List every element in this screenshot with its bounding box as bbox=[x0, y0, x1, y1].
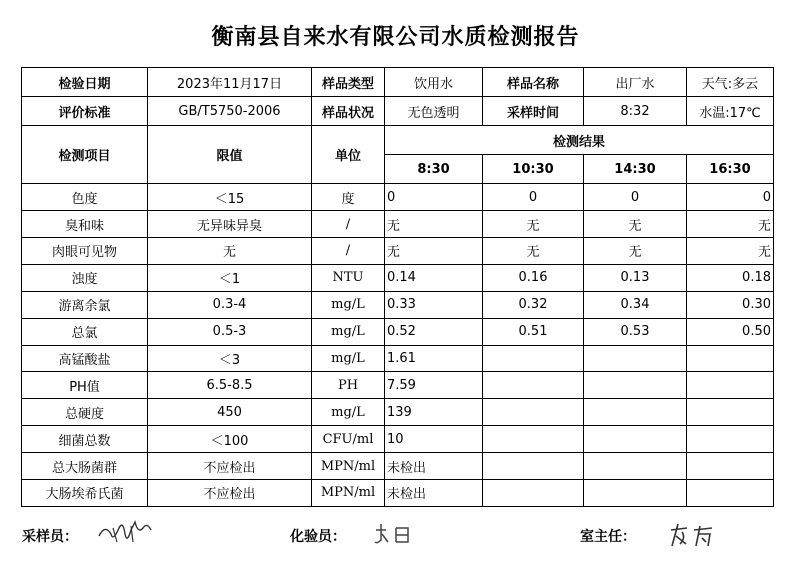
result-value bbox=[687, 426, 774, 453]
unit-value: MPN/ml bbox=[312, 453, 385, 480]
director-signature bbox=[668, 520, 718, 554]
result-value bbox=[687, 479, 774, 506]
limit-value: 0.3-4 bbox=[148, 291, 312, 318]
result-value: 无 bbox=[385, 211, 483, 238]
unit-value: 度 bbox=[312, 184, 385, 211]
result-value bbox=[584, 399, 687, 426]
measurement-row bbox=[22, 426, 774, 453]
result-value: 无 bbox=[584, 237, 687, 264]
result-value bbox=[584, 345, 687, 372]
report-title: 衡南县自来水有限公司水质检测报告 bbox=[211, 25, 580, 50]
result-value: 0 bbox=[584, 184, 687, 211]
sampling-time-value: 8:32 bbox=[584, 97, 687, 126]
result-value: 0.51 bbox=[483, 318, 584, 345]
limit-value: ＜15 bbox=[148, 184, 312, 211]
result-value bbox=[483, 399, 584, 426]
item-name: PH值 bbox=[22, 372, 148, 399]
sample-name-label: 样品名称 bbox=[483, 68, 584, 97]
result-value: 0.18 bbox=[687, 264, 774, 291]
sample-status-label: 样品状况 bbox=[312, 97, 385, 126]
item-name: 总氯 bbox=[22, 318, 148, 345]
result-value: 0.53 bbox=[584, 318, 687, 345]
result-value: 0 bbox=[687, 184, 774, 211]
result-value: 10 bbox=[385, 426, 483, 453]
item-name: 总硬度 bbox=[22, 399, 148, 426]
info-row-1 bbox=[22, 68, 774, 97]
result-value bbox=[483, 453, 584, 480]
result-value bbox=[584, 372, 687, 399]
limit-value: ＜3 bbox=[148, 345, 312, 372]
sampler-label: 采样员： bbox=[22, 529, 78, 545]
measurement-row bbox=[22, 479, 774, 506]
result-value: 1.61 bbox=[385, 345, 483, 372]
sampler-signature bbox=[95, 516, 155, 550]
result-value bbox=[687, 399, 774, 426]
date-label: 检验日期 bbox=[22, 68, 148, 97]
limit-value: 450 bbox=[148, 399, 312, 426]
result-value: 0.16 bbox=[483, 264, 584, 291]
item-name: 臭和味 bbox=[22, 211, 148, 238]
measurement-row bbox=[22, 184, 774, 211]
result-value: 0.50 bbox=[687, 318, 774, 345]
time-header: 14:30 bbox=[584, 155, 687, 184]
measurement-row bbox=[22, 399, 774, 426]
standard-label: 评价标准 bbox=[22, 97, 148, 126]
unit-value: CFU/ml bbox=[312, 426, 385, 453]
limit-value: 0.5-3 bbox=[148, 318, 312, 345]
result-value: 139 bbox=[385, 399, 483, 426]
item-name: 大肠埃希氏菌 bbox=[22, 479, 148, 506]
unit-value: MPN/ml bbox=[312, 479, 385, 506]
measurement-row bbox=[22, 453, 774, 480]
sample-name-value: 出厂水 bbox=[584, 68, 687, 97]
result-value: 0.52 bbox=[385, 318, 483, 345]
sample-type-value: 饮用水 bbox=[385, 68, 483, 97]
result-value bbox=[584, 453, 687, 480]
result-value: 0.34 bbox=[584, 291, 687, 318]
result-value: 无 bbox=[687, 237, 774, 264]
result-value: 0 bbox=[483, 184, 584, 211]
unit-value: mg/L bbox=[312, 291, 385, 318]
inspector-signature bbox=[372, 520, 418, 550]
measurement-row bbox=[22, 372, 774, 399]
water-quality-table bbox=[21, 67, 774, 507]
sample-type-label: 样品类型 bbox=[312, 68, 385, 97]
result-value bbox=[483, 426, 584, 453]
item-name: 肉眼可见物 bbox=[22, 237, 148, 264]
result-value: 无 bbox=[483, 211, 584, 238]
results-header: 检测结果 bbox=[385, 126, 774, 155]
unit-value: mg/L bbox=[312, 399, 385, 426]
unit-header: 单位 bbox=[312, 126, 385, 184]
info-row-2 bbox=[22, 97, 774, 126]
item-name: 浊度 bbox=[22, 264, 148, 291]
unit-value: PH bbox=[312, 372, 385, 399]
unit-value: / bbox=[312, 237, 385, 264]
result-value bbox=[687, 453, 774, 480]
limit-value: ＜100 bbox=[148, 426, 312, 453]
result-value: 0.14 bbox=[385, 264, 483, 291]
time-header: 16:30 bbox=[687, 155, 774, 184]
measurement-row bbox=[22, 264, 774, 291]
limit-value: 不应检出 bbox=[148, 479, 312, 506]
result-value: 未检出 bbox=[385, 453, 483, 480]
unit-value: / bbox=[312, 211, 385, 238]
result-value: 无 bbox=[385, 237, 483, 264]
result-value bbox=[584, 426, 687, 453]
time-header: 8:30 bbox=[385, 155, 483, 184]
measurement-row bbox=[22, 291, 774, 318]
result-value: 0 bbox=[385, 184, 483, 211]
result-value bbox=[687, 345, 774, 372]
header-row-1 bbox=[22, 126, 774, 155]
result-value: 无 bbox=[483, 237, 584, 264]
result-value bbox=[687, 372, 774, 399]
limit-value: 无异味异臭 bbox=[148, 211, 312, 238]
sampling-time-label: 采样时间 bbox=[483, 97, 584, 126]
result-value: 0.30 bbox=[687, 291, 774, 318]
inspector-label: 化验员： bbox=[290, 529, 346, 545]
measurement-row bbox=[22, 318, 774, 345]
item-name: 高锰酸盐 bbox=[22, 345, 148, 372]
result-value: 未检出 bbox=[385, 479, 483, 506]
result-value: 0.13 bbox=[584, 264, 687, 291]
item-name: 游离余氯 bbox=[22, 291, 148, 318]
sample-status-value: 无色透明 bbox=[385, 97, 483, 126]
item-name: 细菌总数 bbox=[22, 426, 148, 453]
result-value: 7.59 bbox=[385, 372, 483, 399]
measurement-row bbox=[22, 345, 774, 372]
unit-value: mg/L bbox=[312, 318, 385, 345]
measurement-row bbox=[22, 237, 774, 264]
result-value bbox=[483, 479, 584, 506]
water-temp-value: 水温:17℃ bbox=[687, 97, 774, 126]
limit-value: 6.5-8.5 bbox=[148, 372, 312, 399]
result-value: 0.32 bbox=[483, 291, 584, 318]
result-value: 无 bbox=[687, 211, 774, 238]
weather-value: 天气:多云 bbox=[687, 68, 774, 97]
result-value bbox=[483, 372, 584, 399]
result-value: 无 bbox=[584, 211, 687, 238]
limit-header: 限值 bbox=[148, 126, 312, 184]
director-label: 室主任： bbox=[580, 529, 636, 545]
unit-value: mg/L bbox=[312, 345, 385, 372]
measurement-row bbox=[22, 211, 774, 238]
item-header: 检测项目 bbox=[22, 126, 148, 184]
date-value: 2023年11月17日 bbox=[148, 68, 312, 97]
limit-value: 无 bbox=[148, 237, 312, 264]
item-name: 总大肠菌群 bbox=[22, 453, 148, 480]
limit-value: 不应检出 bbox=[148, 453, 312, 480]
unit-value: NTU bbox=[312, 264, 385, 291]
result-value: 0.33 bbox=[385, 291, 483, 318]
time-header: 10:30 bbox=[483, 155, 584, 184]
standard-value: GB/T5750-2006 bbox=[148, 97, 312, 126]
limit-value: ＜1 bbox=[148, 264, 312, 291]
result-value bbox=[584, 479, 687, 506]
item-name: 色度 bbox=[22, 184, 148, 211]
result-value bbox=[483, 345, 584, 372]
